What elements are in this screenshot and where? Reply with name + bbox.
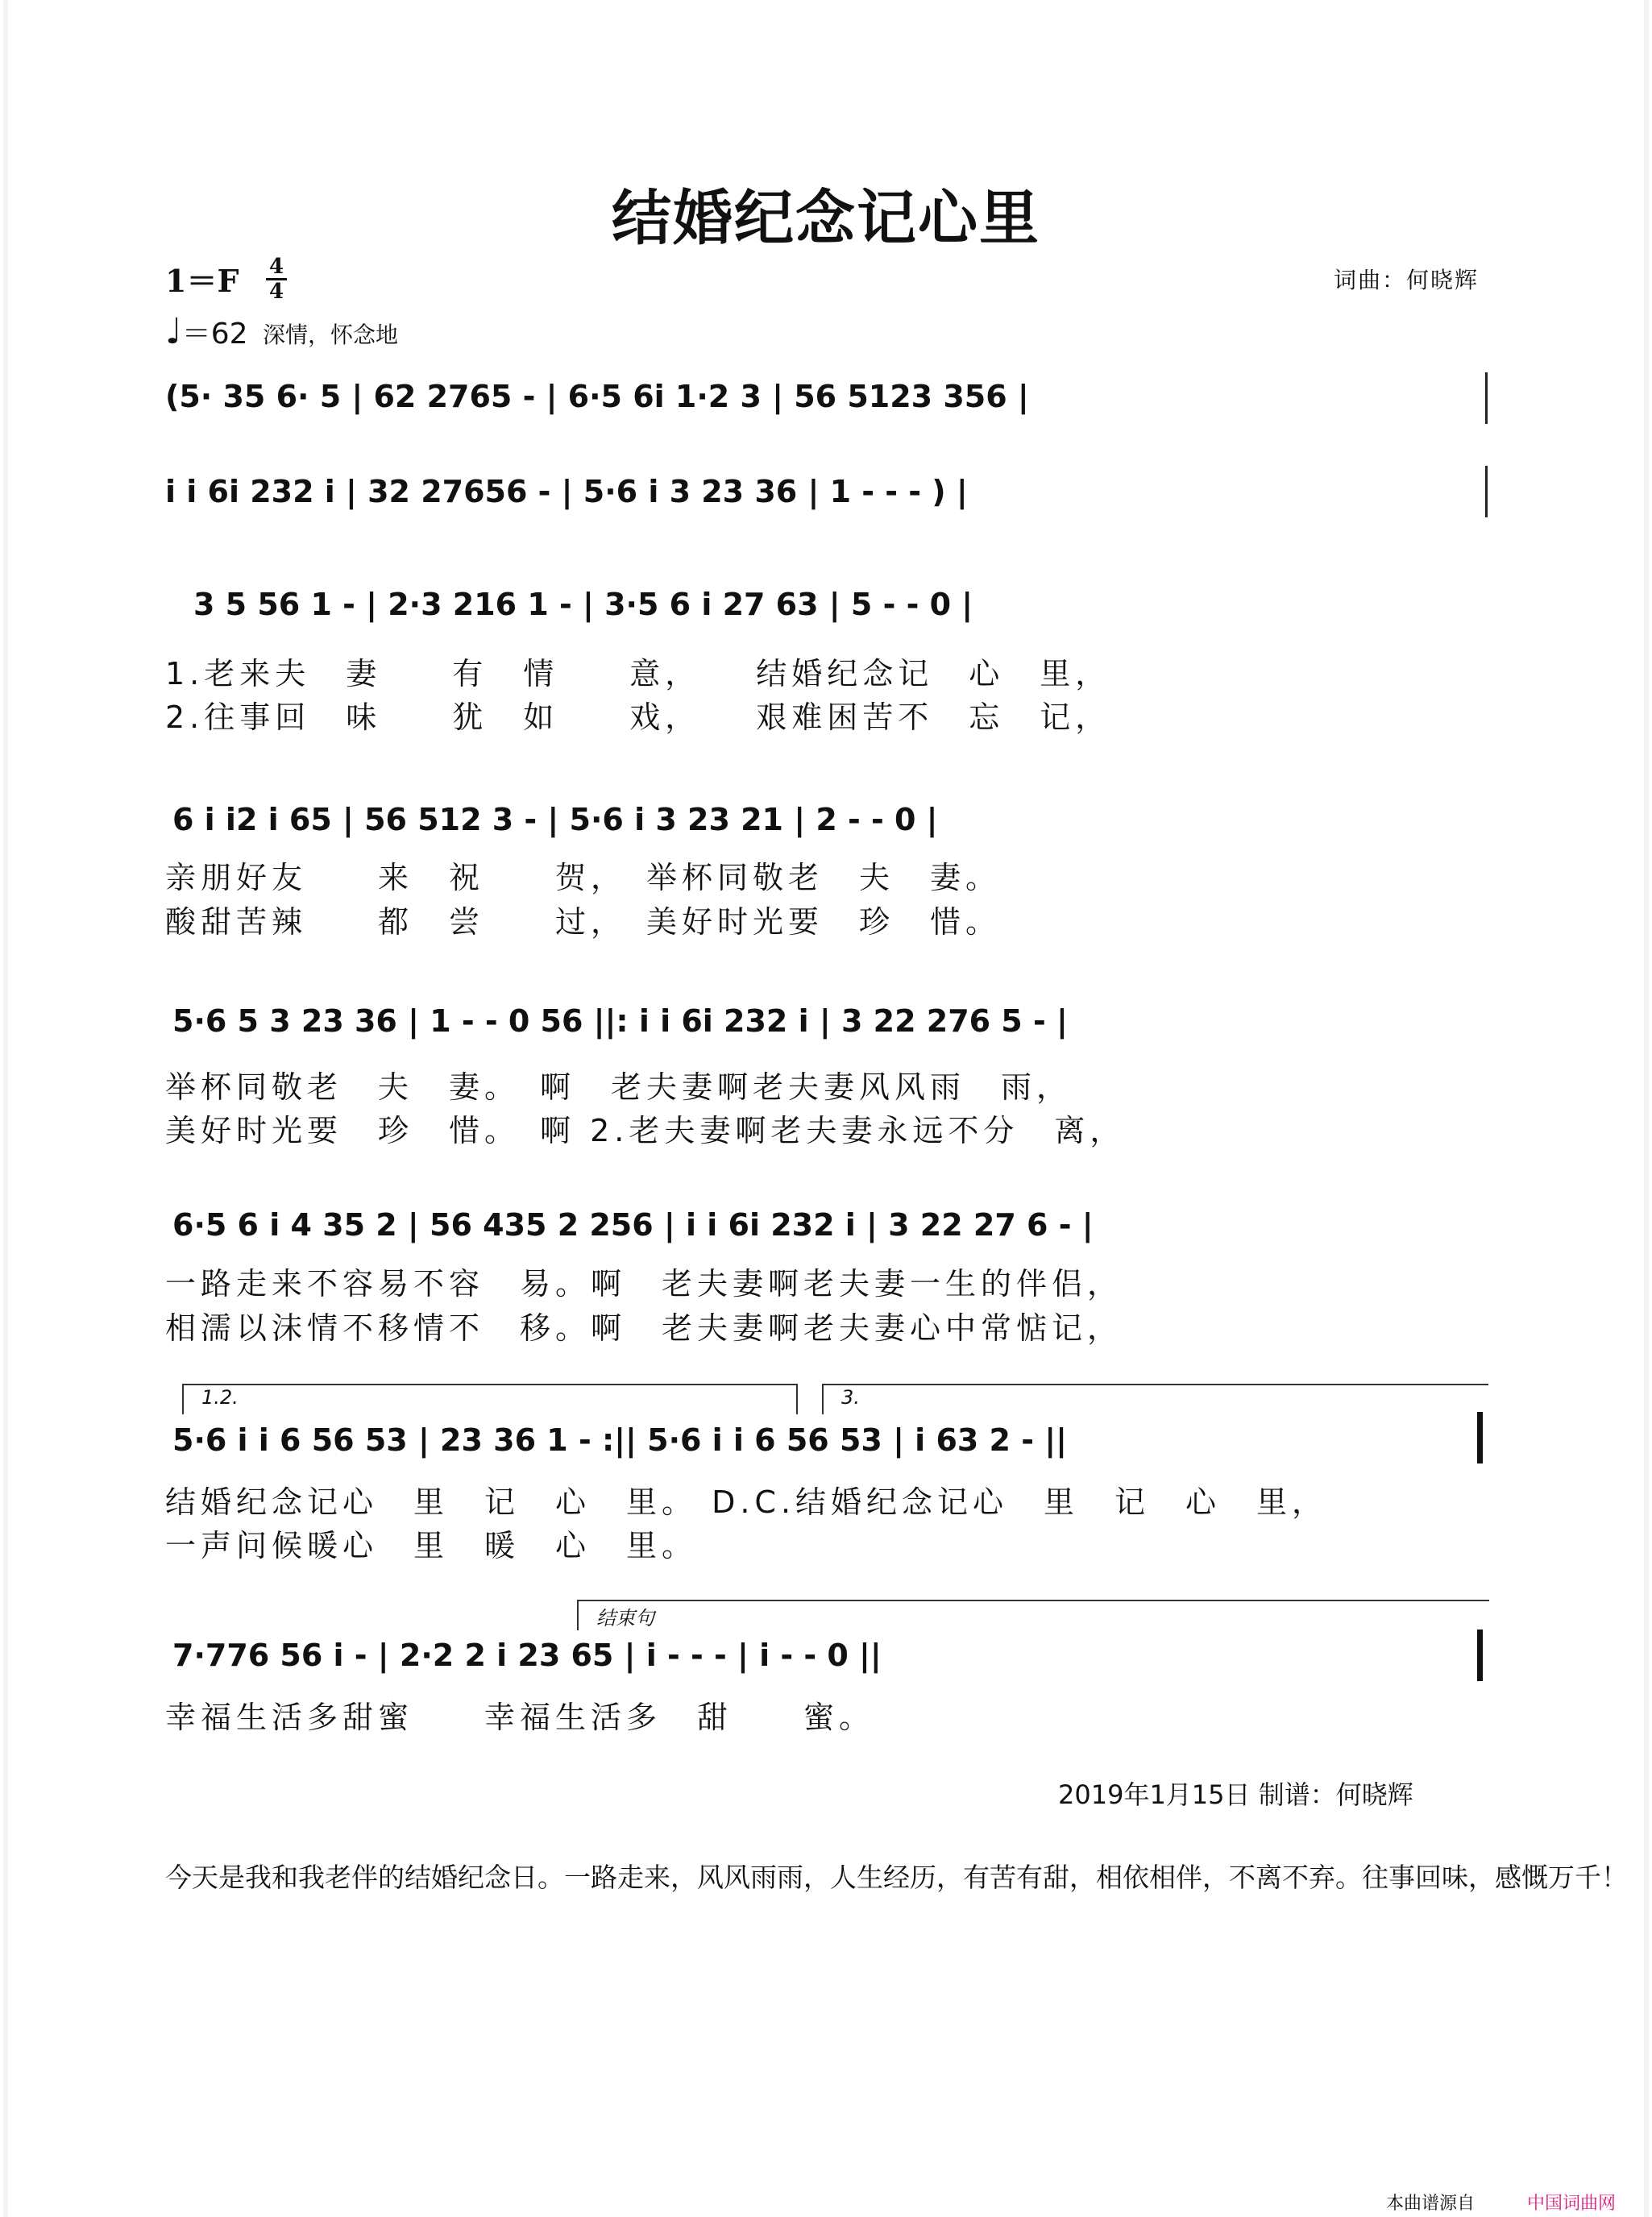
barline bbox=[1485, 466, 1488, 517]
footer-site-link[interactable]: 中国词曲网 bbox=[1527, 2194, 1617, 2214]
lyric-line: 一声问候暖心 里 暖 心 里。 bbox=[165, 1528, 698, 1563]
lyric-line: 幸福生活多甜蜜 幸福生活多 甜 蜜。 bbox=[165, 1700, 875, 1735]
volta-label-first: 1.2. bbox=[201, 1386, 239, 1409]
left-margin-strip bbox=[3, 0, 8, 2217]
score-system-3-notes: 3 5 56 1 - | 2·3 216 1 - | 3·5 6 i 27 63 | 5 - - 0 | bbox=[193, 587, 973, 622]
score-system-6-notes: 6·5 6 i 4 35 2 | 56 435 2 256 | i i 6i 232 i | 3 22 27 6 - | bbox=[172, 1207, 1094, 1243]
score-system-5-notes: 5·6 5 3 23 36 | 1 - - 0 56 ||: i i 6i 232 i | 3 22 276 5 - | bbox=[172, 1003, 1068, 1039]
time-signature bbox=[266, 256, 287, 302]
final-barline bbox=[1477, 1412, 1483, 1463]
time-signature-bottom: 4 bbox=[268, 280, 284, 304]
score-system-1-notes: (5· 35 6· 5 | 62 2765 - | 6·5 6i 1·2 3 | 56 5123 356 | bbox=[165, 379, 1029, 414]
volta-label-third: 3. bbox=[841, 1386, 860, 1409]
lyric-line: 相濡以沫情不移情不 移。啊 老夫妻啊老夫妻心中常惦记， bbox=[165, 1310, 1123, 1346]
volta-bracket-third bbox=[822, 1384, 1488, 1414]
composer-credit: 词曲：何晓辉 bbox=[1334, 267, 1480, 293]
score-system-4-notes: 6 i i2 i 65 | 56 512 3 - | 5·6 i 3 23 21 | 2 - - 0 | bbox=[172, 802, 938, 837]
tempo-value: ＝62 bbox=[181, 318, 248, 351]
story-note: 今天是我和我老伴的结婚纪念日。一路走来，风风雨雨，人生经历，有苦有甜，相依相伴，不离不弃。往事回味，感慨万千！ bbox=[165, 1862, 1628, 1893]
lyric-line: 酸甜苦辣 都 尝 过， 美好时光要 珍 惜。 bbox=[165, 904, 1002, 940]
lyric-line: 一路走来不容易不容 易。啊 老夫妻啊老夫妻一生的伴侣， bbox=[165, 1266, 1123, 1302]
score-system-7-notes: 5·6 i i 6 56 53 | 23 36 1 - :|| 5·6 i i 6 56 53 | i 63 2 - || bbox=[172, 1422, 1067, 1458]
lyric-line: 举杯同敬老 夫 妻。 啊 老夫妻啊老夫妻风风雨 雨， bbox=[165, 1069, 1073, 1105]
score-system-8-notes: 7·776 56 i - | 2·2 2 i 23 65 | i - - - | i - - 0 || bbox=[172, 1638, 882, 1673]
score-system-2-notes: i i 6i 232 i | 32 27656 - | 5·6 i 3 23 36 | 1 - - - ) | bbox=[165, 474, 968, 509]
lyric-line: 结婚纪念记心 里 记 心 里。 D.C.结婚纪念记心 里 记 心 里， bbox=[165, 1484, 1328, 1520]
barline bbox=[1485, 372, 1488, 424]
lyric-line: 2.往事回 味 犹 如 戏， 艰难困苦不 忘 记， bbox=[165, 700, 1111, 735]
tempo-marking bbox=[165, 311, 248, 352]
coda-bracket bbox=[577, 1600, 1489, 1630]
footer-source-text: 本曲谱源自 bbox=[1386, 2194, 1476, 2214]
right-margin-strip bbox=[1644, 0, 1649, 2217]
date-and-transcriber: 2019年1月15日 制谱：何晓辉 bbox=[1058, 1779, 1413, 1810]
lyric-line: 美好时光要 珍 惜。 啊 2.老夫妻啊老夫妻永远不分 离， bbox=[165, 1113, 1126, 1148]
lyric-line: 1.老来夫 妻 有 情 意， 结婚纪念记 心 里， bbox=[165, 656, 1111, 691]
key-signature: 1＝F bbox=[165, 263, 239, 299]
lyric-line: 亲朋好友 来 祝 贺， 举杯同敬老 夫 妻。 bbox=[165, 860, 1002, 895]
expression-marking: 深情，怀念地 bbox=[263, 322, 399, 348]
song-title: 结婚纪念记心里 bbox=[612, 184, 1040, 253]
final-barline bbox=[1477, 1630, 1483, 1681]
volta-bracket-first bbox=[182, 1384, 798, 1414]
coda-label: 结束句 bbox=[596, 1607, 654, 1630]
time-signature-top: 4 bbox=[268, 255, 284, 279]
quarter-note-icon: ♩ bbox=[165, 311, 182, 352]
